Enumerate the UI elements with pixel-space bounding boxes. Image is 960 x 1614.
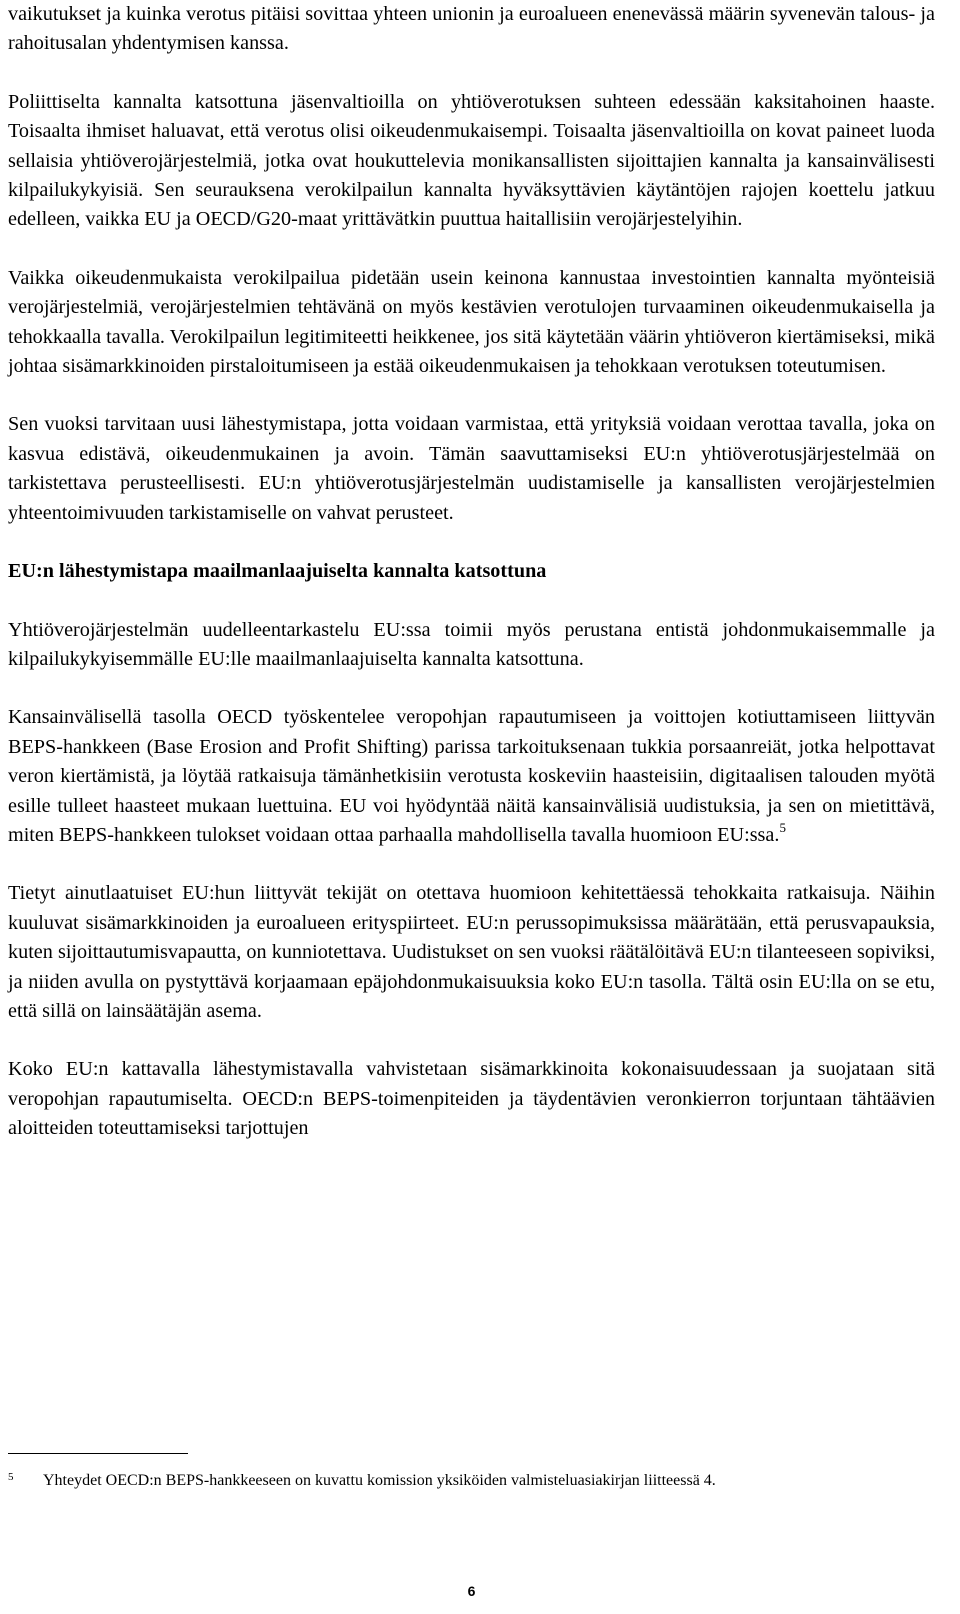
paragraph-2: Poliittiselta kannalta katsottuna jäsenvaltioilla on yhtiöverotuksen suhteen edessään kaksitahoinen haaste. Toisaalta ihmiset haluavat, että verotus olisi oikeudenmukaisempi. Toisaalta jäsenvaltioilla on kovat paineet luoda sellaisia yhtiöverojärjestelmiä, jotka ovat houkuttelevia monikansallisten sijoittajien kannalta ja kansainvälisesti kilpailukykyisiä. Sen seurauksena verokilpailun kannalta hyväksyttävien käytäntöjen rajojen koettelu jatkuu edelleen, vaikka EU ja OECD/G20-maat yrittävätkin puuttua haitallisiin verojärjestelyihin. (8, 90, 935, 231)
paragraph-8: Koko EU:n kattavalla lähestymistavalla vahvistetaan sisämarkkinoita kokonaisuudessaan ja suojataan sitä veropohjan rapautumiselta. OECD:n BEPS-toimenpiteiden ja täydentävien veronkierron torjuntaan tähtäävien aloitteiden toteuttamiseksi tarjottujen (8, 1058, 935, 1140)
paragraph-3: Vaikka oikeudenmukaista verokilpailua pidetään usein keinona kannustaa investointien kannalta myönteisiä verojärjestelmiä, verojärjestelmien tehtävänä on myös kestävien verotulojen turvaaminen oikeudenmukaisella ja tehokkaalla tavalla. Verokilpailun legitimiteetti heikkenee, jos sitä käytetään väärin yhtiöveron kiertämiseksi, mikä johtaa sisämarkkinoiden pirstaloitumiseen ja estää oikeudenmukaisen ja tehokkaan verotuksen toteutumisen. (8, 266, 935, 378)
paragraph-6-text: Kansainvälisellä tasolla OECD työskentelee veropohjan rapautumiseen ja voittojen kotiuttamiseen liittyvän BEPS-hankkeen (Base Erosion and Profit Shifting) parissa tarkoituksenaan tukkia porsaanreiät, jotka helpottavat veron kiertämistä, ja löytää ratkaisuja tämänhetkisiin verotusta koskeviin haasteisiin, digitaalisen talouden myötä esille tulleet haasteet mukaan luettuina. EU voi hyödyntää näitä kansainvälisiä uudistuksia, ja sen on mietittävä, miten BEPS-hankkeen tulokset voidaan ottaa parhaalla mahdollisella tavalla huomioon EU:ssa. (8, 706, 935, 846)
footnote (8, 1468, 935, 1494)
document-page (8, 0, 935, 1614)
paragraph-4: Sen vuoksi tarvitaan uusi lähestymistapa, jotta voidaan varmistaa, että yrityksiä voidaan verottaa tavalla, joka on kasvua edistävä, oikeudenmukainen ja avoin. Tämän saavuttamiseksi EU:n yhtiöverotusjärjestelmää on tarkistettava perusteellisesti. EU:n yhtiöverotusjärjestelmän uudistamiselle ja kansallisten verojärjestelmien yhteentoimivuuden tarkistamiselle on vahvat perusteet. (8, 413, 935, 524)
footnote-text: Yhteydet OECD:n BEPS-hankkeeseen on kuvattu komission yksiköiden valmisteluasiakirjan liitteessä 4. (43, 1472, 716, 1489)
page-number: 6 (467, 1583, 476, 1599)
section-heading: EU:n lähestymistapa maailmanlaajuiselta kannalta katsottuna (8, 560, 547, 583)
footnote-divider (8, 1453, 188, 1454)
footnote-number: 5 (8, 1471, 14, 1483)
footnote-reference: 5 (779, 819, 786, 835)
paragraph-5: Yhtiöverojärjestelmän uudelleentarkastelu EU:ssa toimii myös perustana entistä johdonmukaisemmalle ja kilpailukykyisemmälle EU:lle maailmanlaajuiselta kannalta katsottuna. (8, 618, 935, 670)
paragraph-7: Tietyt ainutlaatuiset EU:hun liittyvät tekijät on otettava huomioon kehitettäessä tehokkaita ratkaisuja. Näihin kuuluvat sisämarkkinoiden ja euroalueen erityspiirteet. EU:n perussopimuksissa määrätään, että perusvapauksia, kuten sijoittautumisvapautta, on kunniotettava. Uudistukset on sen vuoksi räätälöitävä EU:n tilanteeseen sopiviksi, ja niiden avulla on pystyttävä korjaamaan epäjohdonmukaisuuksia koko EU:n tasolla. Tältä osin EU:lla on se etu, että sillä on lainsäätäjän asema. (8, 882, 935, 1022)
paragraph-1: vaikutukset ja kuinka verotus pitäisi sovittaa yhteen unionin ja euroalueen enenevässä määrin syvenevän talous- ja rahoitusalan yhdentymisen kanssa. (8, 3, 935, 55)
paragraph-6 (8, 703, 935, 850)
